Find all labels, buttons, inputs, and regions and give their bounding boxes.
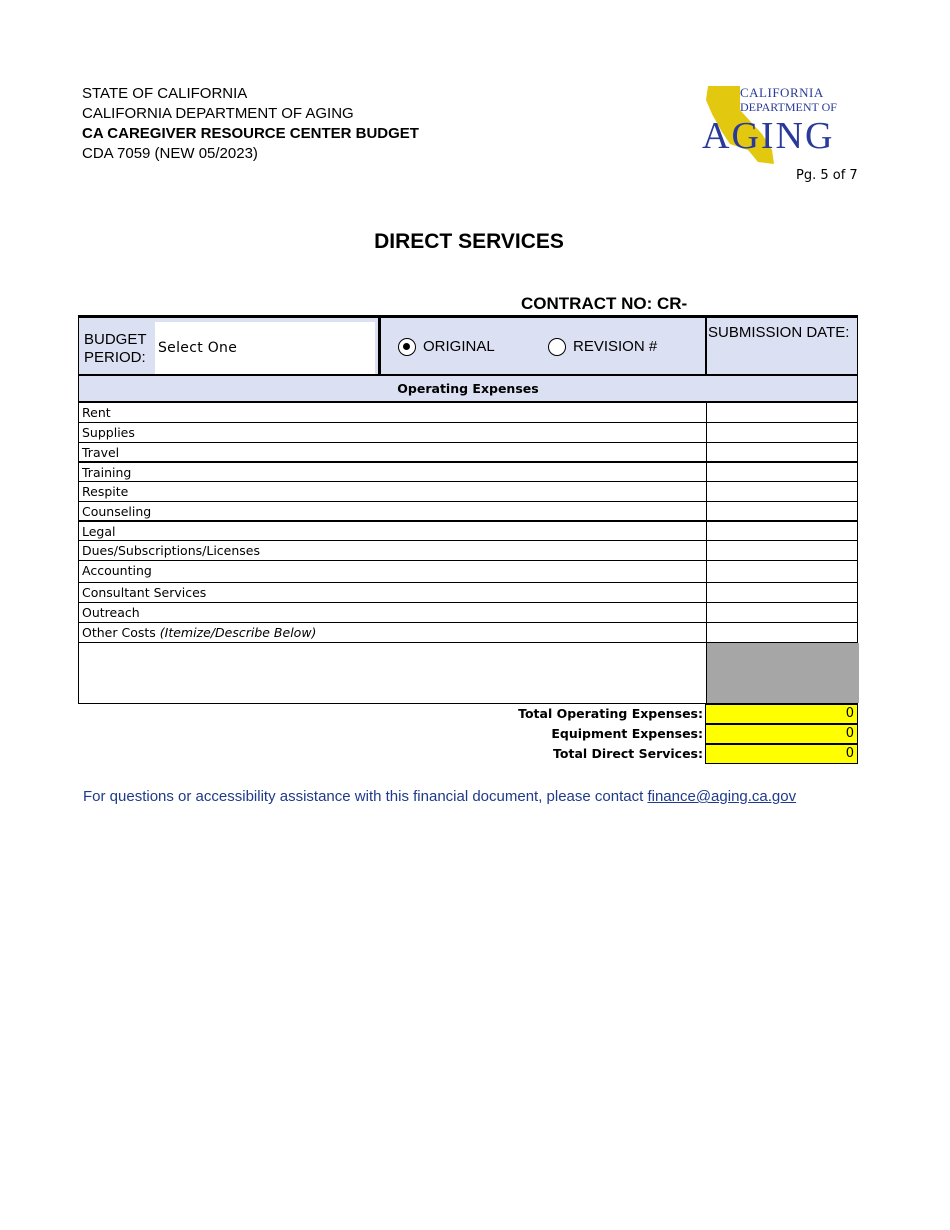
section-header: Operating Expenses bbox=[78, 376, 858, 403]
expense-row bbox=[78, 502, 858, 521]
logo-line-department: DEPARTMENT OF bbox=[740, 100, 837, 114]
finance-email-link[interactable]: finance@aging.ca.gov bbox=[647, 788, 797, 805]
expense-label: Rent bbox=[82, 405, 111, 420]
footer-note: For questions or accessibility assistance with this financial document, please contact finance@aging.ca.gov bbox=[83, 788, 797, 805]
expense-amount-input[interactable] bbox=[706, 403, 859, 422]
expense-row bbox=[78, 521, 858, 541]
revision-label: REVISION # bbox=[573, 338, 658, 355]
expense-label: Training bbox=[82, 465, 132, 480]
original-label: ORIGINAL bbox=[423, 338, 495, 355]
expense-label: Dues/Subscriptions/Licenses bbox=[82, 543, 260, 558]
expense-label: Accounting bbox=[82, 563, 152, 578]
form-title: CA CAREGIVER RESOURCE CENTER BUDGET bbox=[82, 125, 419, 142]
original-radio[interactable] bbox=[398, 338, 416, 356]
expense-amount-input[interactable] bbox=[706, 522, 859, 540]
expense-amount-input[interactable] bbox=[706, 482, 859, 501]
expense-label: Supplies bbox=[82, 425, 135, 440]
budget-period-select[interactable]: Select One bbox=[155, 322, 375, 374]
form-number: CDA 7059 (NEW 05/2023) bbox=[82, 145, 258, 162]
expense-amount-input[interactable] bbox=[706, 443, 859, 461]
budget-period-label: BUDGET PERIOD: bbox=[84, 331, 147, 366]
expense-row bbox=[78, 443, 858, 462]
expense-amount-input[interactable] bbox=[706, 502, 859, 520]
logo-line-aging: AGING bbox=[702, 115, 835, 157]
total-value: 0 bbox=[705, 724, 858, 744]
expense-label: Travel bbox=[82, 445, 120, 460]
expense-amount-input[interactable] bbox=[706, 561, 859, 582]
expense-row bbox=[78, 583, 858, 603]
expense-amount-input[interactable] bbox=[706, 583, 859, 602]
other-costs-description[interactable] bbox=[78, 643, 858, 704]
department-label: CALIFORNIA DEPARTMENT OF AGING bbox=[82, 105, 354, 122]
cda-logo bbox=[700, 84, 860, 166]
expense-row bbox=[78, 482, 858, 502]
expense-amount-input[interactable] bbox=[706, 541, 859, 560]
expense-label: Respite bbox=[82, 484, 129, 499]
expense-amount-input[interactable] bbox=[706, 603, 859, 622]
expense-label: Counseling bbox=[82, 504, 152, 519]
logo-line-california: CALIFORNIA bbox=[740, 85, 824, 100]
total-label: Equipment Expenses: bbox=[551, 726, 703, 741]
expense-label: Legal bbox=[82, 524, 116, 539]
page-title: DIRECT SERVICES bbox=[374, 230, 564, 253]
revision-radio[interactable] bbox=[548, 338, 566, 356]
total-label: Total Direct Services: bbox=[553, 746, 703, 761]
submission-date-label: SUBMISSION DATE: bbox=[708, 324, 850, 341]
expense-amount-input[interactable] bbox=[706, 423, 859, 442]
page-number: Pg. 5 of 7 bbox=[796, 168, 858, 183]
expense-row bbox=[78, 541, 858, 561]
contract-number-label: CONTRACT NO: CR- bbox=[521, 294, 688, 313]
expense-row bbox=[78, 423, 858, 443]
expense-label: Consultant Services bbox=[82, 585, 207, 600]
expense-row bbox=[78, 403, 858, 423]
expense-amount-input[interactable] bbox=[706, 463, 859, 481]
expense-row bbox=[78, 462, 858, 482]
other-costs-amount[interactable] bbox=[706, 623, 859, 642]
expense-row bbox=[78, 603, 858, 623]
total-value: 0 bbox=[705, 704, 858, 724]
expense-label: Outreach bbox=[82, 605, 140, 620]
other-costs-row: Other Costs (Itemize/Describe Below) bbox=[78, 623, 858, 643]
total-value: 0 bbox=[705, 744, 858, 764]
total-label: Total Operating Expenses: bbox=[518, 706, 703, 721]
state-label: STATE OF CALIFORNIA bbox=[82, 85, 248, 102]
expense-row bbox=[78, 561, 858, 583]
